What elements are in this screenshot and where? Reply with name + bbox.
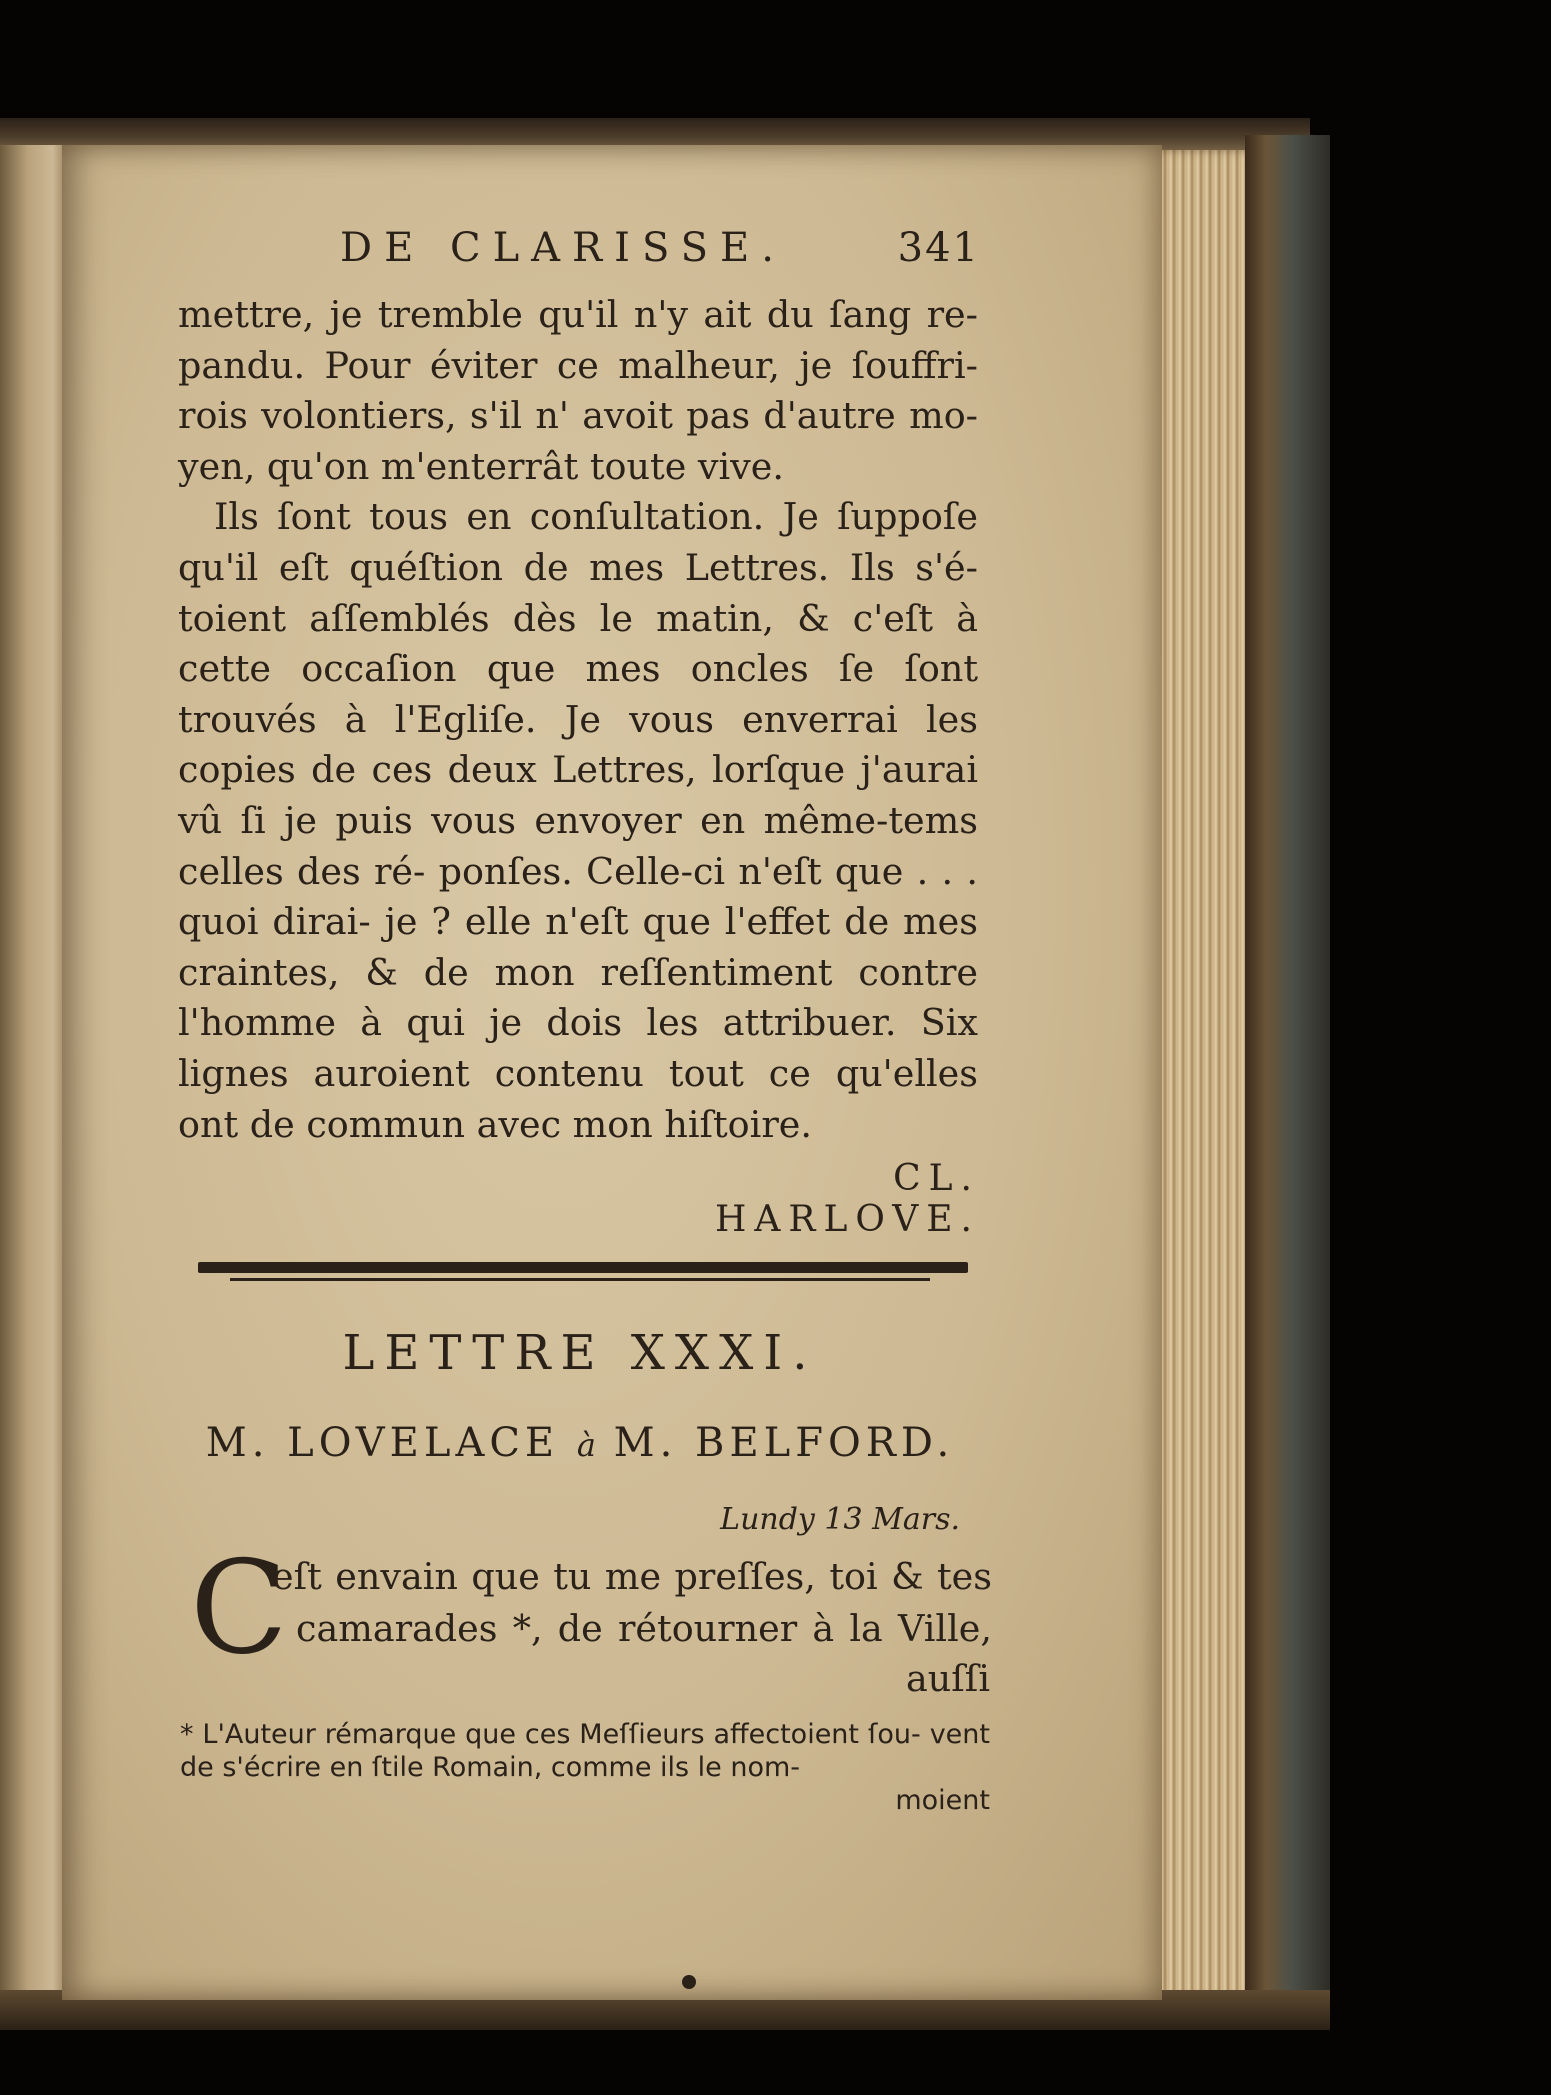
drop-cap: C bbox=[190, 1534, 288, 1683]
text-line: contenu tout ce qu'elles ont de commun bbox=[178, 1051, 978, 1146]
ornament-dot bbox=[682, 1975, 696, 1989]
text-line: je ? elle n'eſt que l'effet de mes craintes, & bbox=[178, 900, 978, 994]
left-page-edge bbox=[0, 145, 70, 1995]
addressee-from: M. LOVELACE bbox=[205, 1420, 560, 1466]
page-edges-stack bbox=[1150, 150, 1250, 2000]
letter-body-previous bbox=[178, 290, 978, 1150]
paragraph-2 bbox=[178, 492, 978, 1150]
page-number: 341 bbox=[897, 225, 980, 271]
text-line: vous envoyer en même-tems celles des ré- bbox=[178, 798, 978, 893]
book-cover-right bbox=[1245, 135, 1330, 2010]
text-line: toient aſſemblés dès le matin, & c'eſt à cette bbox=[178, 596, 978, 691]
section-rule-thin bbox=[230, 1278, 930, 1281]
running-title: DE CLARISSE. bbox=[340, 225, 786, 271]
catchword: auſſi bbox=[906, 1657, 990, 1700]
letter-addressee bbox=[170, 1420, 990, 1466]
text-line: avec mon hiſtoire. bbox=[476, 1102, 812, 1146]
text-line: Ils ſont tous en conſultation. Je ſuppoſe bbox=[214, 495, 978, 539]
addressee-to: M. BELFORD. bbox=[613, 1420, 955, 1466]
text-line: occaſion que mes oncles ſe ſont trouvés à bbox=[178, 647, 978, 741]
footnote-line: * L'Auteur rémarque que ces Meſſieurs affectoient ſou- bbox=[180, 1719, 921, 1750]
addressee-connector: à bbox=[576, 1426, 596, 1464]
text-line: deux Lettres, lorſque j'aurai vû ſi je puis bbox=[178, 748, 978, 842]
footnote-line: vent de s'écrire en ſtile Romain, comme ils le nom- bbox=[180, 1719, 990, 1783]
footnote bbox=[180, 1718, 990, 1817]
opening-line-1: 'eſt envain que tu me preſſes, toi & tes bbox=[262, 1555, 992, 1598]
text-line: je dois les attribuer. Six lignes auroient bbox=[178, 1001, 978, 1095]
opening-line-2: camarades *, de rétourner à la Ville, bbox=[296, 1607, 992, 1650]
text-line: de mon reſſentiment contre l'homme à qui bbox=[178, 950, 978, 1045]
letter-heading: LETTRE XXXI. bbox=[342, 1325, 818, 1381]
signature: CL. HARLOVE. bbox=[714, 1158, 980, 1240]
running-header bbox=[340, 225, 980, 281]
text-line: ponſes. Celle-ci n'eſt que . . . quoi dirai- bbox=[178, 849, 978, 944]
text-line: rois volontiers, s'il n' avoit pas d'autre mo- bbox=[178, 394, 978, 438]
section-rule-thick bbox=[198, 1262, 968, 1273]
text-line: pandu. Pour éviter ce malheur, je ſouffri- bbox=[178, 343, 978, 387]
text-line: yen, qu'on m'enterrât toute vive. bbox=[178, 444, 785, 488]
footnote-line: moient bbox=[895, 1785, 990, 1816]
paragraph-1 bbox=[178, 290, 978, 492]
text-line: qu'il eſt quéſtion de mes Lettres. Ils s'é- bbox=[178, 545, 978, 589]
text-line: l'Egliſe. Je vous enverrai les copies de ces bbox=[178, 697, 979, 792]
text-line: mettre, je tremble qu'il n'y ait du ſang re- bbox=[178, 293, 978, 336]
letter-date: Lundy 13 Mars. bbox=[720, 1502, 960, 1537]
